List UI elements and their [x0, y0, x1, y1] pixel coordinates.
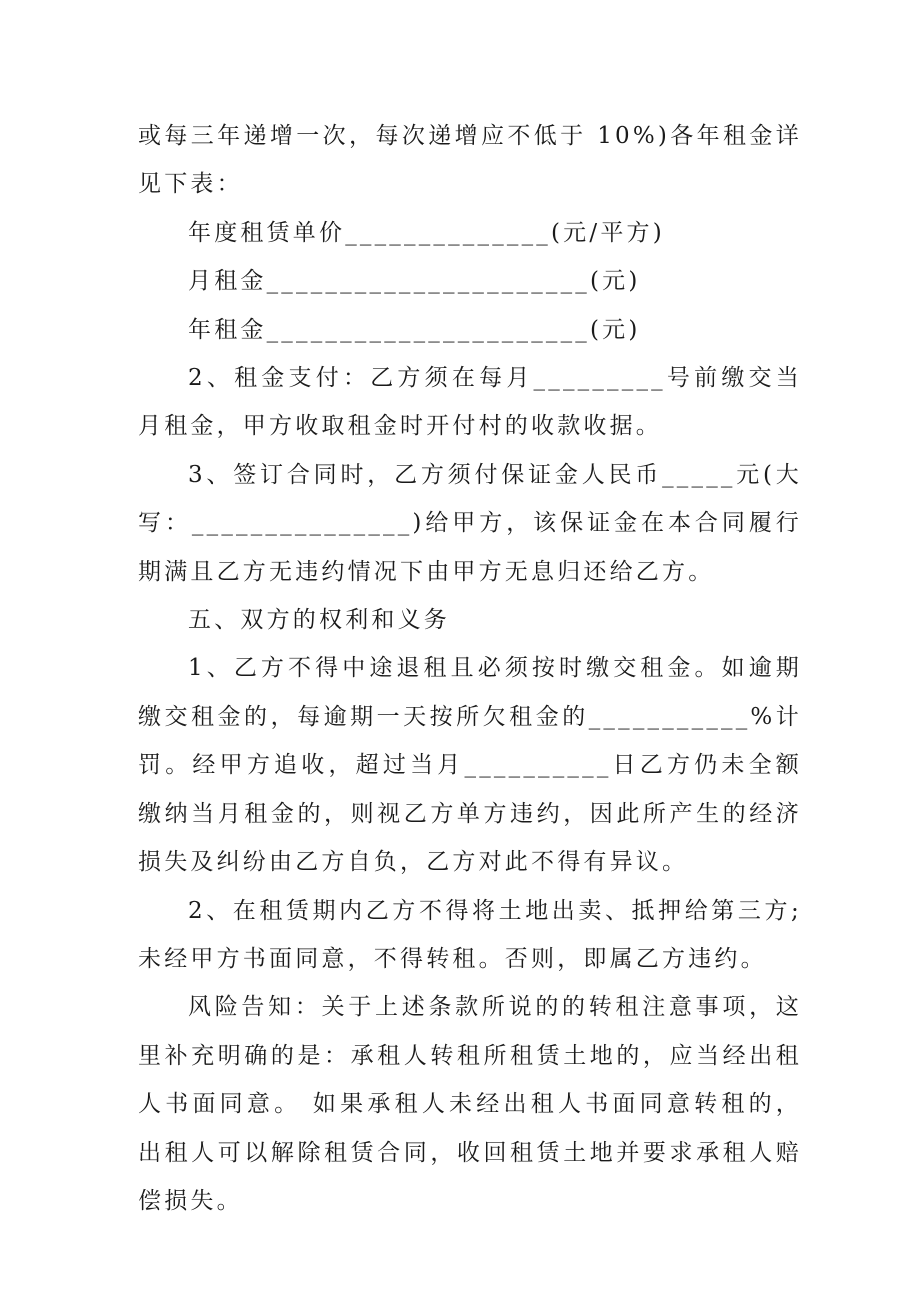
paragraph-annual-rent: 年租金______________________(元) — [188, 316, 641, 343]
paragraph-no-early-termination: 1、乙方不得中途退租且必须按时缴交租金。如逾期缴交租金的，每逾期一天按所欠租金的___________%计罚。经甲方追收，超过当月__________日乙方仍未全额缴纳当月租金的，则视乙方单方违约，因此所产生的经济损失及纠纷由乙方自负，乙方对此不得有异议。 — [138, 655, 802, 876]
paragraph-rent-increase: 或每三年递增一次，每次递增应不低于 10%)各年租金详见下表： — [138, 123, 802, 198]
section-heading-rights-obligations: 五、双方的权利和义务 — [188, 607, 450, 634]
paragraph-monthly-rent: 月租金______________________(元) — [188, 268, 641, 295]
paragraph-risk-notice: 风险告知：关于上述条款所说的的转租注意事项，这里补充明确的是：承租人转租所租赁土地的，应当经出租人书面同意。 如果承租人未经出租人书面同意转租的，出租人可以解除租赁合同，收回租赁土地并要求承租人赔偿损失。 — [138, 994, 802, 1214]
document-body — [138, 112, 802, 1225]
paragraph-rent-payment: 2、租金支付：乙方须在每月_________号前缴交当月租金，甲方收取租金时开付村的收款收据。 — [138, 365, 802, 440]
paragraph-deposit: 3、签订合同时，乙方须付保证金人民币_____元(大写：_______________)给甲方，该保证金在本合同履行期满且乙方无违约情况下由甲方无息归还给乙方。 — [138, 461, 802, 585]
paragraph-no-sale-or-sublease: 2、在租赁期内乙方不得将土地出卖、抵押给第三方;未经甲方书面同意，不得转租。否则，即属乙方违约。 — [138, 897, 802, 972]
paragraph-annual-unit-price: 年度租赁单价______________(元/平方) — [188, 219, 665, 246]
